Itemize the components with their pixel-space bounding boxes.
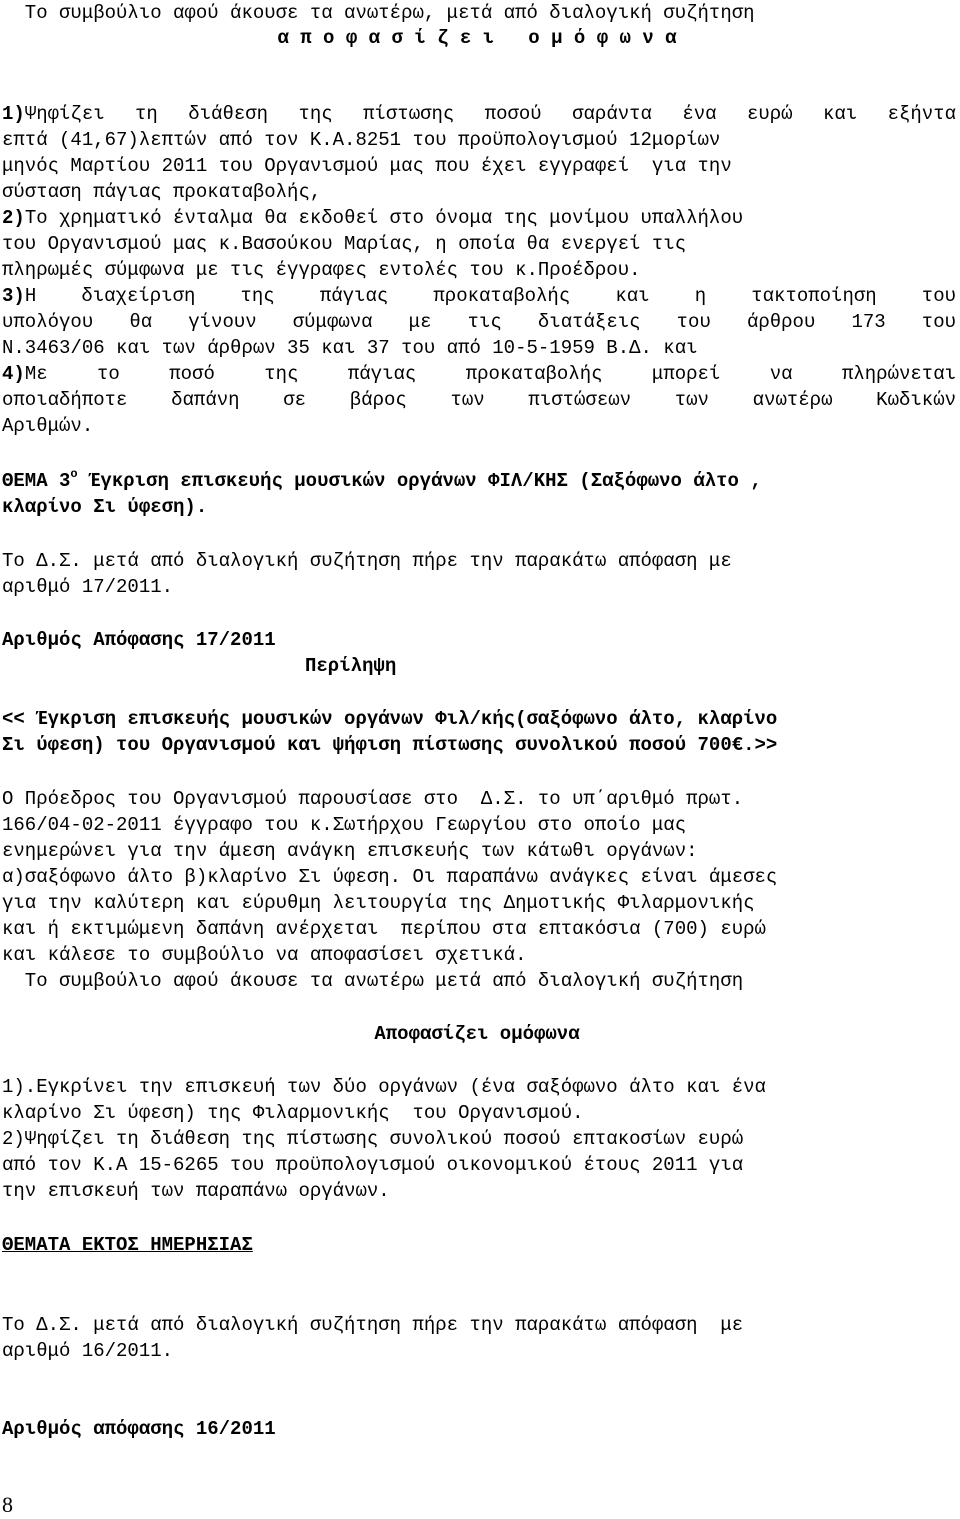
text-line: υπολόγου θα γίνουν σύμφωνα με τις διατάξεις του άρθρου 173 του bbox=[2, 311, 956, 333]
text-line: Το Δ.Σ. μετά από διαλογική συζήτηση πήρε την παρακάτω απόφαση με bbox=[2, 550, 732, 572]
text-line: Αριθμών. bbox=[2, 415, 94, 437]
text-line bbox=[2, 103, 956, 125]
superscript: ο bbox=[70, 466, 78, 481]
text-line: αριθμό 17/2011. bbox=[2, 576, 174, 598]
text-line: του Οργανισμού μας κ.Βασούκου Μαρίας, η οποία θα ενεργεί τις bbox=[2, 233, 687, 255]
item-text: Η διαχείριση της πάγιας προκαταβολής και η τακτοποίηση του bbox=[24, 285, 956, 307]
text-line: οποιαδήποτε δαπάνη σε βάρος των πιστώσεων των ανωτέρω Κωδικών bbox=[2, 389, 956, 411]
text-line: πληρωμές σύμφωνα με τις έγγραφες εντολές του κ.Προέδρου. bbox=[2, 259, 641, 281]
topic-heading-cont: κλαρίνο Σι ύφεση). bbox=[2, 496, 208, 518]
off-agenda-heading: ΘΕΜΑΤΑ ΕΚΤΟΣ ΗΜΕΡΗΣΙΑΣ bbox=[2, 1234, 253, 1256]
text-line: Το συμβούλιο αφού άκουσε τα ανωτέρω μετά από διαλογική συζήτηση bbox=[2, 970, 744, 992]
text-line bbox=[2, 207, 956, 229]
text-line: επτά (41,67)λεπτών από τον Κ.Α.8251 του προϋπολογισμού 12μορίων bbox=[2, 129, 721, 151]
item-text: Ψηφίζει τη διάθεση της πίστωσης ποσού σαράντα ένα ευρώ και εξήντα bbox=[24, 103, 956, 125]
summary-heading: Περίληψη bbox=[305, 655, 397, 677]
item-text: Το χρηματικό ένταλμα θα εκδοθεί στο όνομα της μονίμου υπαλλήλου bbox=[24, 207, 744, 229]
text-line: Το συμβούλιο αφού άκουσε τα ανωτέρω, μετά από διαλογική συζήτηση bbox=[2, 2, 755, 24]
text-line bbox=[2, 285, 956, 307]
text-line: ενημερώνει για την άμεση ανάγκη επισκευής των κάτωθι οργάνων: bbox=[2, 840, 698, 862]
summary-text: Σι ύφεση) του Οργανισμού και ψήφιση πίστωσης συνολικού ποσού 700€.>> bbox=[2, 734, 778, 756]
text-line: σύσταση πάγιας προκαταβολής, bbox=[2, 181, 322, 203]
text-line bbox=[2, 363, 956, 385]
text-line: 1).Εγκρίνει την επισκευή των δύο οργάνων (ένα σαξόφωνο άλτο και ένα bbox=[2, 1076, 766, 1098]
summary-text: << Έγκριση επισκευής μουσικών οργάνων Φιλ/κής(σαξόφωνο άλτο, κλαρίνο bbox=[2, 708, 778, 730]
text-line: αριθμό 16/2011. bbox=[2, 1340, 174, 1362]
text-line: για την καλύτερη και εύρυθμη λειτουργία της Δημοτικής Φιλαρμονικής bbox=[2, 892, 755, 914]
item-number: 1) bbox=[2, 103, 25, 125]
decision-unanimous: α π ο φ α σ ί ζ ε ι ο μ ό φ ω ν α bbox=[277, 27, 677, 49]
text-line: Ν.3463/06 και των άρθρων 35 και 37 του από 10-5-1959 Β.Δ. και bbox=[2, 337, 698, 359]
text-line: από τον Κ.Α 15-6265 του προϋπολογισμού οικονομικού έτους 2011 για bbox=[2, 1154, 744, 1176]
text-line: Το Δ.Σ. μετά από διαλογική συζήτηση πήρε την παρακάτω απόφαση με bbox=[2, 1314, 744, 1336]
decision-number-heading: Αριθμός απόφασης 16/2011 bbox=[2, 1418, 276, 1440]
page-number: 8 bbox=[2, 1492, 13, 1517]
text-line: μηνός Μαρτίου 2011 του Οργανισμού μας που έχει εγγραφεί για την bbox=[2, 155, 732, 177]
text-line: την επισκευή των παραπάνω οργάνων. bbox=[2, 1180, 390, 1202]
text-line: Ο Πρόεδρος του Οργανισμού παρουσίασε στο Δ.Σ. το υπ΄αριθμό πρωτ. bbox=[2, 788, 744, 810]
text-line: και ή εκτιμώμενη δαπάνη ανέρχεται περίπου στα επτακόσια (700) ευρώ bbox=[2, 918, 766, 940]
item-number: 2) bbox=[2, 207, 25, 229]
text-line: και κάλεσε το συμβούλιο να αποφασίσει σχετικά. bbox=[2, 944, 527, 966]
decision-number-heading: Αριθμός Απόφασης 17/2011 bbox=[2, 629, 276, 651]
decision-unanimous: Αποφασίζει ομόφωνα bbox=[374, 1023, 580, 1045]
item-number: 3) bbox=[2, 285, 25, 307]
text-line: α)σαξόφωνο άλτο β)κλαρίνο Σι ύφεση. Οι παραπάνω ανάγκες είναι άμεσες bbox=[2, 866, 778, 888]
topic-heading: ΘΕΜΑ $3^o$ Έγκριση επισκευής μουσικών οργάνων ΦΙΛ/ΚΗΣ (Σαξόφωνο άλτο , bbox=[2, 466, 762, 492]
text-line: 2)Ψηφίζει τη διάθεση της πίστωσης συνολικού ποσού επτακοσίων ευρώ bbox=[2, 1128, 744, 1150]
item-number: 4) bbox=[2, 363, 25, 385]
text-line: κλαρίνο Σι ύφεση) της Φιλαρμονικής του Οργανισμού. bbox=[2, 1102, 584, 1124]
item-text: Με το ποσό της πάγιας προκαταβολής μπορεί να πληρώνεται bbox=[24, 363, 956, 385]
text-line: 166/04-02-2011 έγγραφο του κ.Σωτήρχου Γεωργίου στο οποίο μας bbox=[2, 814, 687, 836]
